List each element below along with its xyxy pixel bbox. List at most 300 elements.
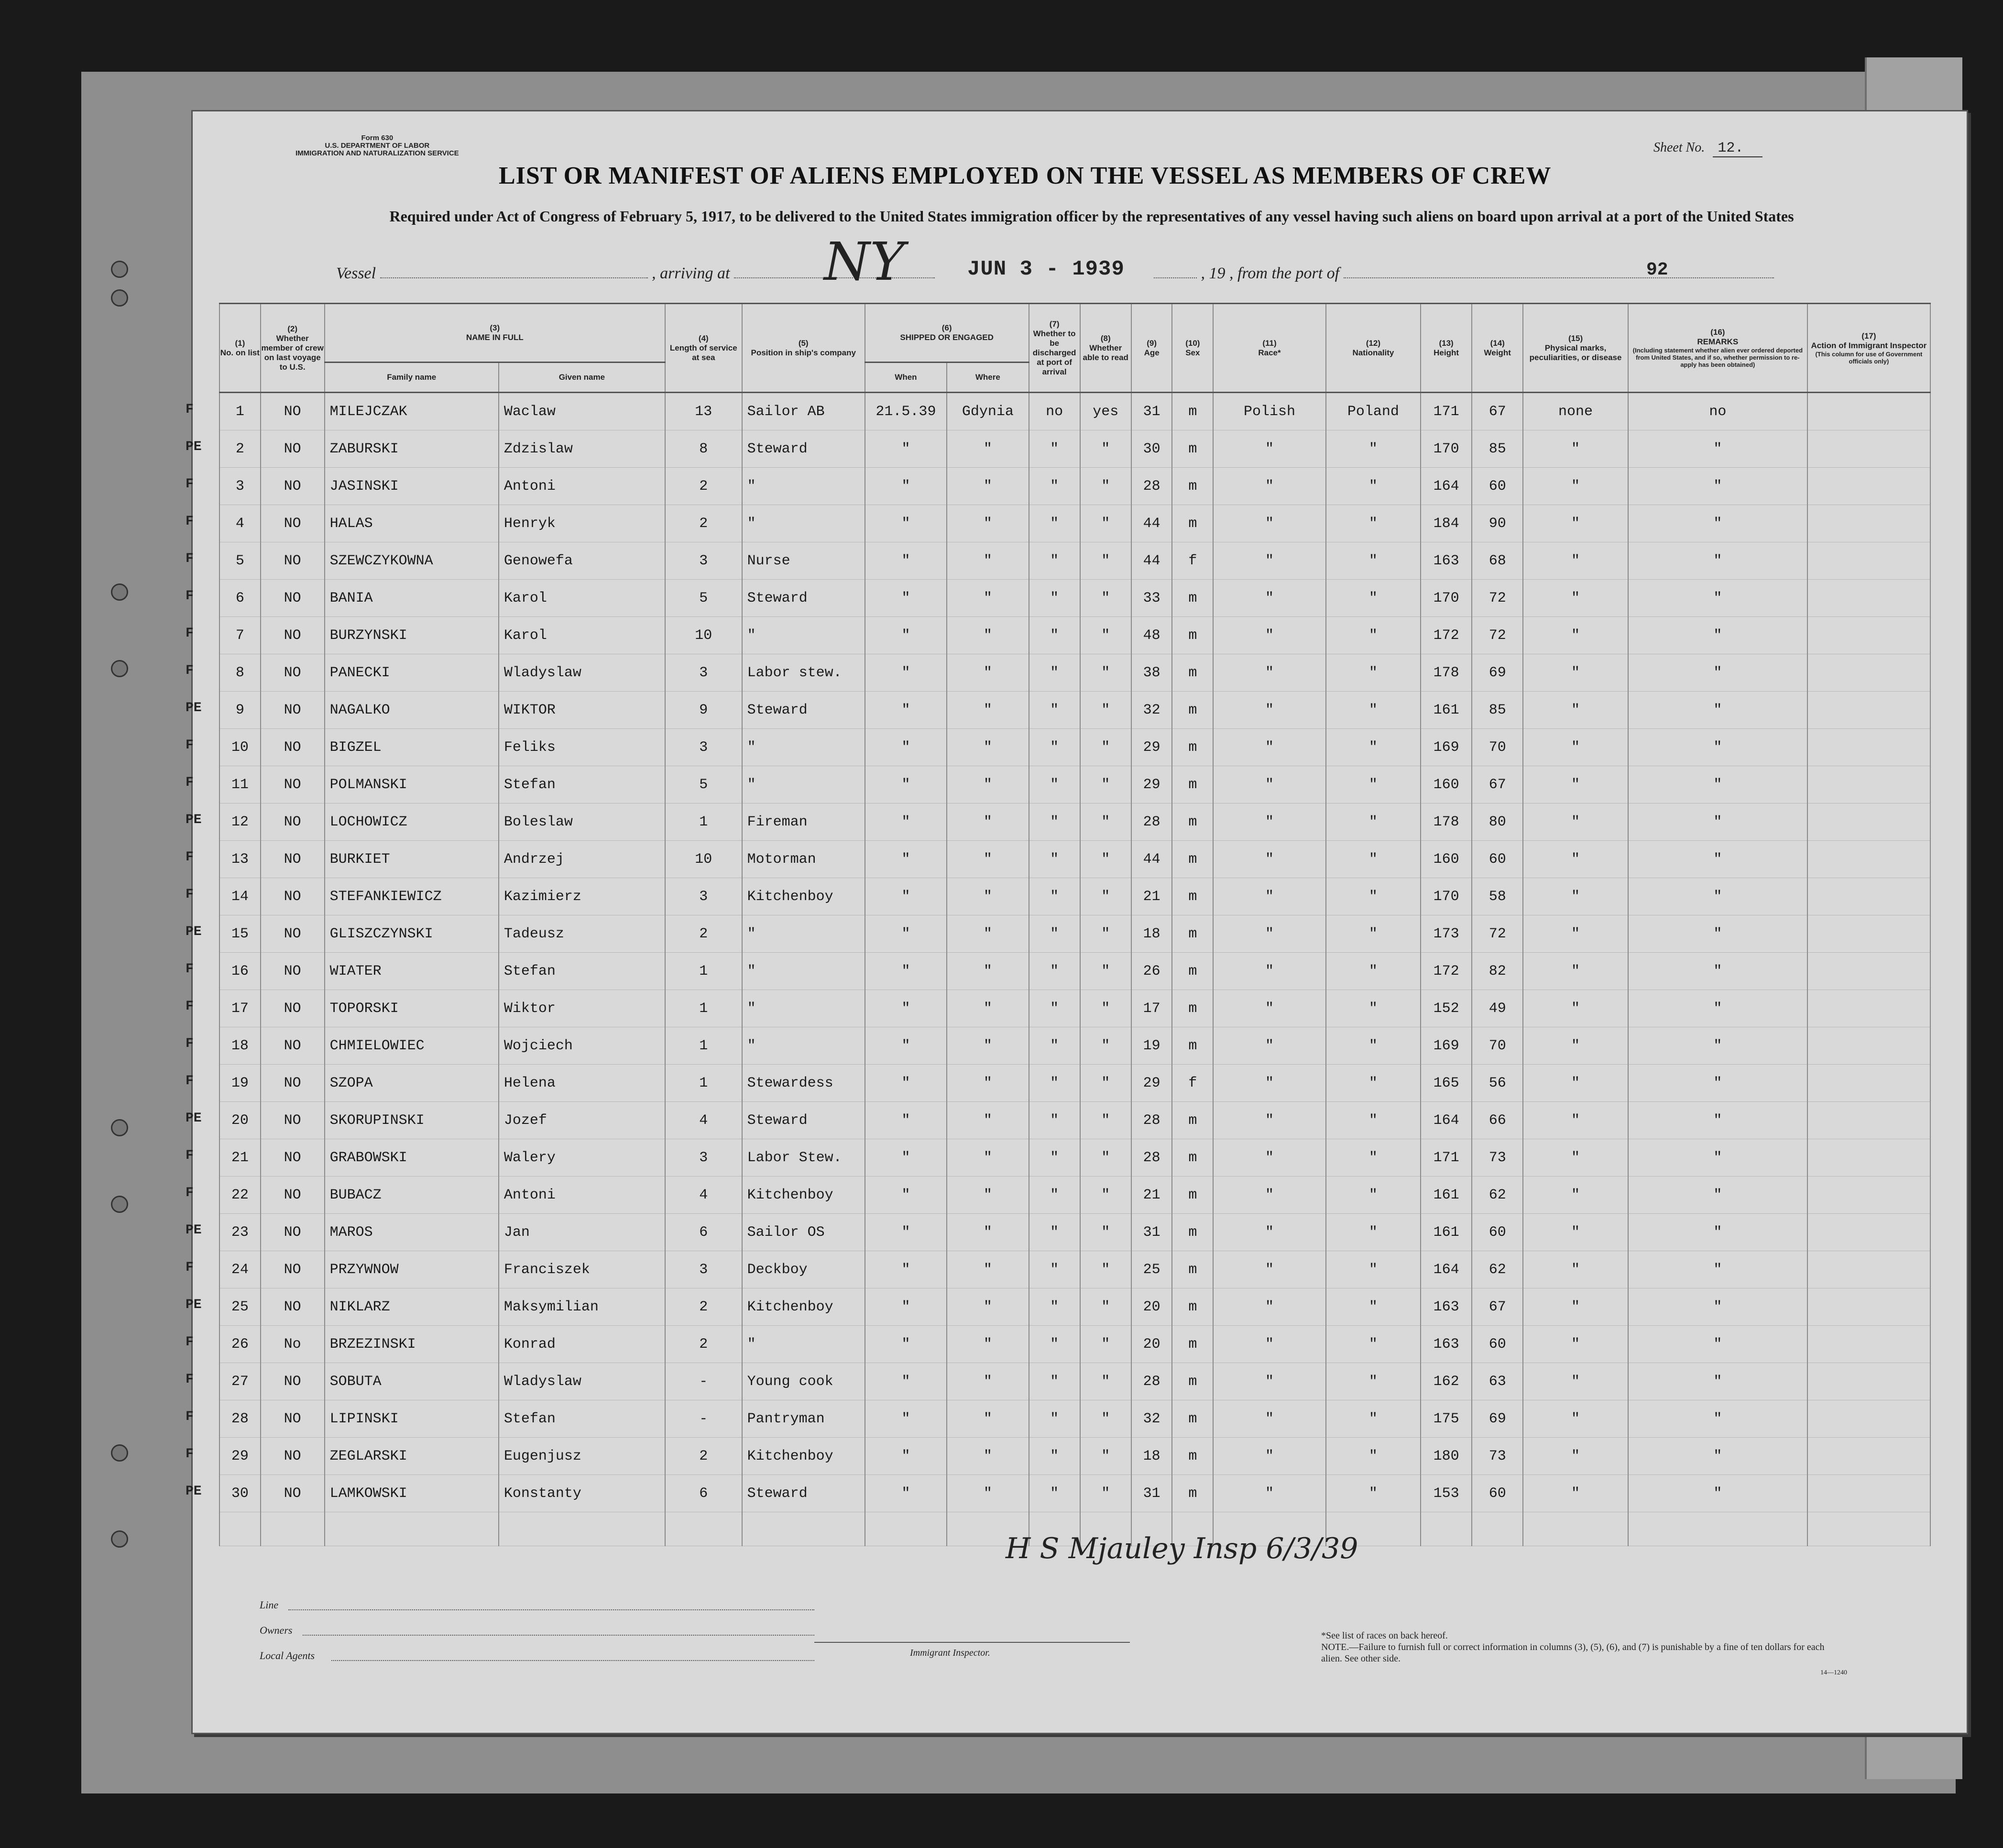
from-port-field bbox=[1344, 277, 1774, 278]
col-header-race: (11) Race* bbox=[1213, 304, 1326, 393]
cell-weight: 67 bbox=[1472, 1288, 1523, 1326]
cell-empty bbox=[1472, 1512, 1523, 1546]
binder-hole bbox=[111, 1119, 128, 1136]
cell-nat: Poland bbox=[1326, 393, 1421, 430]
cell-service: 9 bbox=[665, 692, 742, 729]
inspector-label: Immigrant Inspector. bbox=[910, 1648, 990, 1658]
cell-marks: " bbox=[1523, 953, 1628, 990]
cell-height: 175 bbox=[1421, 1400, 1472, 1438]
cell-given: Jozef bbox=[499, 1102, 665, 1139]
cell-nat: " bbox=[1326, 1139, 1421, 1177]
cell-family: HALAS bbox=[325, 505, 499, 542]
cell-race: " bbox=[1213, 468, 1326, 505]
cell-sex: m bbox=[1172, 1363, 1213, 1400]
table-row bbox=[219, 953, 1930, 990]
cell-disch: " bbox=[1029, 1102, 1080, 1139]
cell-no: 4 bbox=[219, 505, 261, 542]
cell-when: " bbox=[865, 841, 947, 878]
cell-family: LOCHOWICZ bbox=[325, 803, 499, 841]
table-row bbox=[219, 1251, 1930, 1288]
cell-race: " bbox=[1213, 654, 1326, 692]
table-row bbox=[219, 692, 1930, 729]
cell-disch: " bbox=[1029, 1363, 1080, 1400]
cell-weight: 68 bbox=[1472, 542, 1523, 580]
cell-given: Maksymilian bbox=[499, 1288, 665, 1326]
cell-no: 20 bbox=[219, 1102, 261, 1139]
cell-position: Kitchenboy bbox=[742, 878, 865, 915]
cell-nat: " bbox=[1326, 1177, 1421, 1214]
cell-where: " bbox=[947, 1214, 1029, 1251]
cell-where: " bbox=[947, 505, 1029, 542]
cell-when: " bbox=[865, 953, 947, 990]
table-row bbox=[219, 1475, 1930, 1512]
cell-action bbox=[1807, 654, 1930, 692]
cell-no: 30 bbox=[219, 1475, 261, 1512]
cell-disch: " bbox=[1029, 617, 1080, 654]
cell-service: 8 bbox=[665, 430, 742, 468]
cell-where: Gdynia bbox=[947, 393, 1029, 430]
row-status-mark: PE bbox=[186, 1223, 202, 1238]
cell-no: 12 bbox=[219, 803, 261, 841]
cell-age: 18 bbox=[1131, 915, 1172, 953]
vessel-field bbox=[380, 277, 648, 278]
cell-where: " bbox=[947, 542, 1029, 580]
cell-when: " bbox=[865, 1214, 947, 1251]
cell-remarks: " bbox=[1628, 692, 1807, 729]
cell-marks: " bbox=[1523, 1326, 1628, 1363]
cell-crew: NO bbox=[261, 505, 325, 542]
cell-read: " bbox=[1080, 878, 1131, 915]
cell-position: Pantryman bbox=[742, 1400, 865, 1438]
cell-given: Wladyslaw bbox=[499, 654, 665, 692]
cell-position: Stewardess bbox=[742, 1065, 865, 1102]
cell-position: " bbox=[742, 1326, 865, 1363]
cell-where: " bbox=[947, 1326, 1029, 1363]
table-row bbox=[219, 654, 1930, 692]
cell-crew: NO bbox=[261, 542, 325, 580]
row-status-mark: F bbox=[186, 738, 194, 753]
cell-read: yes bbox=[1080, 393, 1131, 430]
cell-where: " bbox=[947, 1102, 1029, 1139]
cell-crew: NO bbox=[261, 1214, 325, 1251]
row-status-mark: F bbox=[186, 402, 194, 417]
cell-no: 19 bbox=[219, 1065, 261, 1102]
cell-weight: 60 bbox=[1472, 1214, 1523, 1251]
cell-race: " bbox=[1213, 692, 1326, 729]
cell-position: " bbox=[742, 953, 865, 990]
cell-sex: m bbox=[1172, 1027, 1213, 1065]
footer-owners-field bbox=[303, 1635, 814, 1636]
cell-when: " bbox=[865, 430, 947, 468]
cell-age: 30 bbox=[1131, 430, 1172, 468]
col-header-sex: (10) Sex bbox=[1172, 304, 1213, 393]
cell-service: 6 bbox=[665, 1475, 742, 1512]
cell-service: 1 bbox=[665, 803, 742, 841]
cell-where: " bbox=[947, 1288, 1029, 1326]
cell-where: " bbox=[947, 766, 1029, 803]
col-header-read: (8) Whether able to read bbox=[1080, 304, 1131, 393]
row-status-mark: F bbox=[186, 477, 194, 492]
cell-given: Antoni bbox=[499, 468, 665, 505]
cell-marks: " bbox=[1523, 1400, 1628, 1438]
cell-race: " bbox=[1213, 841, 1326, 878]
binder-hole bbox=[111, 1444, 128, 1462]
cell-no: 25 bbox=[219, 1288, 261, 1326]
cell-read: " bbox=[1080, 1475, 1131, 1512]
cell-read: " bbox=[1080, 766, 1131, 803]
row-status-mark: F bbox=[186, 1074, 194, 1089]
cell-height: 161 bbox=[1421, 692, 1472, 729]
cell-no: 15 bbox=[219, 915, 261, 953]
cell-race: " bbox=[1213, 915, 1326, 953]
cell-remarks: " bbox=[1628, 1400, 1807, 1438]
cell-race: " bbox=[1213, 1438, 1326, 1475]
cell-read: " bbox=[1080, 1065, 1131, 1102]
cell-sex: f bbox=[1172, 1065, 1213, 1102]
cell-age: 21 bbox=[1131, 878, 1172, 915]
cell-service: 5 bbox=[665, 580, 742, 617]
cell-no: 5 bbox=[219, 542, 261, 580]
vessel-label: Vessel bbox=[336, 264, 376, 282]
cell-read: " bbox=[1080, 468, 1131, 505]
cell-when: " bbox=[865, 1102, 947, 1139]
cell-age: 28 bbox=[1131, 1139, 1172, 1177]
cell-read: " bbox=[1080, 990, 1131, 1027]
cell-where: " bbox=[947, 1363, 1029, 1400]
cell-when: " bbox=[865, 617, 947, 654]
footer-note bbox=[1321, 1630, 1847, 1679]
cell-disch: " bbox=[1029, 1475, 1080, 1512]
cell-read: " bbox=[1080, 692, 1131, 729]
cell-weight: 60 bbox=[1472, 841, 1523, 878]
cell-nat: " bbox=[1326, 692, 1421, 729]
cell-where: " bbox=[947, 468, 1029, 505]
cell-marks: " bbox=[1523, 1475, 1628, 1512]
cell-age: 20 bbox=[1131, 1326, 1172, 1363]
cell-remarks: " bbox=[1628, 1027, 1807, 1065]
cell-remarks: " bbox=[1628, 953, 1807, 990]
cell-read: " bbox=[1080, 953, 1131, 990]
cell-remarks: " bbox=[1628, 1177, 1807, 1214]
col-header-discharged: (7) Whether to be discharged at port of arrival bbox=[1029, 304, 1080, 393]
cell-sex: m bbox=[1172, 766, 1213, 803]
cell-marks: " bbox=[1523, 1363, 1628, 1400]
cell-sex: m bbox=[1172, 1326, 1213, 1363]
cell-disch: " bbox=[1029, 1027, 1080, 1065]
cell-crew: NO bbox=[261, 953, 325, 990]
cell-race: Polish bbox=[1213, 393, 1326, 430]
cell-read: " bbox=[1080, 1326, 1131, 1363]
table-row bbox=[219, 878, 1930, 915]
row-status-mark: PE bbox=[186, 1298, 202, 1312]
cell-family: POLMANSKI bbox=[325, 766, 499, 803]
cell-position: Steward bbox=[742, 692, 865, 729]
cell-no: 10 bbox=[219, 729, 261, 766]
cell-family: SOBUTA bbox=[325, 1363, 499, 1400]
cell-where: " bbox=[947, 803, 1029, 841]
cell-position: " bbox=[742, 468, 865, 505]
cell-when: " bbox=[865, 580, 947, 617]
cell-no: 29 bbox=[219, 1438, 261, 1475]
cell-sex: m bbox=[1172, 505, 1213, 542]
cell-sex: m bbox=[1172, 1177, 1213, 1214]
cell-nat: " bbox=[1326, 468, 1421, 505]
cell-sex: m bbox=[1172, 1251, 1213, 1288]
cell-where: " bbox=[947, 1438, 1029, 1475]
cell-given: Konstanty bbox=[499, 1475, 665, 1512]
cell-nat: " bbox=[1326, 1251, 1421, 1288]
cell-nat: " bbox=[1326, 1475, 1421, 1512]
cell-disch: " bbox=[1029, 1139, 1080, 1177]
cell-read: " bbox=[1080, 542, 1131, 580]
cell-family: CHMIELOWIEC bbox=[325, 1027, 499, 1065]
cell-nat: " bbox=[1326, 953, 1421, 990]
table-row bbox=[219, 505, 1930, 542]
cell-age: 32 bbox=[1131, 1400, 1172, 1438]
cell-service: 3 bbox=[665, 542, 742, 580]
cell-race: " bbox=[1213, 1102, 1326, 1139]
cell-empty bbox=[1628, 1512, 1807, 1546]
cell-service: 2 bbox=[665, 1326, 742, 1363]
cell-weight: 73 bbox=[1472, 1139, 1523, 1177]
cell-family: JASINSKI bbox=[325, 468, 499, 505]
cell-race: " bbox=[1213, 803, 1326, 841]
cell-remarks: " bbox=[1628, 729, 1807, 766]
cell-weight: 72 bbox=[1472, 915, 1523, 953]
page-subtitle: Required under Act of Congress of February 5, 1917, to be delivered to the United States immigration officer by the representatives of any vessel having such aliens on board upon arrival at a port of the United States bbox=[389, 208, 1794, 225]
cell-service: - bbox=[665, 1363, 742, 1400]
cell-action bbox=[1807, 1251, 1930, 1288]
cell-service: 5 bbox=[665, 766, 742, 803]
cell-read: " bbox=[1080, 1251, 1131, 1288]
cell-remarks: " bbox=[1628, 766, 1807, 803]
row-status-mark: F bbox=[186, 663, 194, 678]
cell-marks: " bbox=[1523, 803, 1628, 841]
col-header-position: (5) Position in ship's company bbox=[742, 304, 865, 393]
year-field-lead bbox=[1154, 277, 1197, 278]
cell-service: 1 bbox=[665, 1027, 742, 1065]
cell-position: Steward bbox=[742, 1475, 865, 1512]
cell-empty bbox=[1421, 1512, 1472, 1546]
cell-position: Sailor OS bbox=[742, 1214, 865, 1251]
cell-nat: " bbox=[1326, 505, 1421, 542]
cell-height: 162 bbox=[1421, 1363, 1472, 1400]
cell-position: Labor stew. bbox=[742, 654, 865, 692]
cell-height: 172 bbox=[1421, 617, 1472, 654]
row-status-mark: PE bbox=[186, 440, 202, 454]
cell-when: " bbox=[865, 692, 947, 729]
cell-age: 28 bbox=[1131, 803, 1172, 841]
cell-given: Zdzislaw bbox=[499, 430, 665, 468]
cell-position: Nurse bbox=[742, 542, 865, 580]
cell-age: 29 bbox=[1131, 1065, 1172, 1102]
cell-crew: NO bbox=[261, 729, 325, 766]
cell-remarks: " bbox=[1628, 1251, 1807, 1288]
cell-given: Jan bbox=[499, 1214, 665, 1251]
cell-action bbox=[1807, 1400, 1930, 1438]
cell-race: " bbox=[1213, 542, 1326, 580]
cell-marks: " bbox=[1523, 1065, 1628, 1102]
cell-age: 18 bbox=[1131, 1438, 1172, 1475]
cell-height: 172 bbox=[1421, 953, 1472, 990]
cell-height: 163 bbox=[1421, 1326, 1472, 1363]
cell-given: Stefan bbox=[499, 953, 665, 990]
cell-remarks: " bbox=[1628, 1475, 1807, 1512]
cell-where: " bbox=[947, 654, 1029, 692]
cell-remarks: " bbox=[1628, 542, 1807, 580]
cell-height: 169 bbox=[1421, 1027, 1472, 1065]
cell-service: 3 bbox=[665, 878, 742, 915]
cell-marks: " bbox=[1523, 617, 1628, 654]
footer-agents-label: Local Agents bbox=[260, 1650, 315, 1661]
cell-crew: NO bbox=[261, 1400, 325, 1438]
cell-no: 14 bbox=[219, 878, 261, 915]
cell-given: Wladyslaw bbox=[499, 1363, 665, 1400]
cell-read: " bbox=[1080, 803, 1131, 841]
cell-nat: " bbox=[1326, 542, 1421, 580]
cell-height: 178 bbox=[1421, 803, 1472, 841]
cell-position: Steward bbox=[742, 580, 865, 617]
table-row bbox=[219, 1438, 1930, 1475]
cell-nat: " bbox=[1326, 803, 1421, 841]
cell-marks: none bbox=[1523, 393, 1628, 430]
cell-empty bbox=[1807, 1512, 1930, 1546]
cell-disch: " bbox=[1029, 990, 1080, 1027]
cell-given: Henryk bbox=[499, 505, 665, 542]
cell-marks: " bbox=[1523, 990, 1628, 1027]
cell-age: 31 bbox=[1131, 393, 1172, 430]
cell-family: NAGALKO bbox=[325, 692, 499, 729]
cell-height: 160 bbox=[1421, 841, 1472, 878]
cell-age: 29 bbox=[1131, 766, 1172, 803]
cell-weight: 72 bbox=[1472, 580, 1523, 617]
cell-weight: 72 bbox=[1472, 617, 1523, 654]
cell-empty bbox=[665, 1512, 742, 1546]
cell-no: 22 bbox=[219, 1177, 261, 1214]
cell-service: 2 bbox=[665, 915, 742, 953]
cell-when: " bbox=[865, 1065, 947, 1102]
cell-family: PANECKI bbox=[325, 654, 499, 692]
cell-sex: m bbox=[1172, 430, 1213, 468]
cell-height: 173 bbox=[1421, 915, 1472, 953]
cell-no: 7 bbox=[219, 617, 261, 654]
table-row bbox=[219, 1027, 1930, 1065]
cell-service: 10 bbox=[665, 617, 742, 654]
cell-marks: " bbox=[1523, 580, 1628, 617]
cell-disch: " bbox=[1029, 692, 1080, 729]
cell-disch: " bbox=[1029, 878, 1080, 915]
cell-remarks: " bbox=[1628, 430, 1807, 468]
footer-line-label: Line bbox=[260, 1599, 279, 1611]
table-row bbox=[219, 1326, 1930, 1363]
table-row bbox=[219, 430, 1930, 468]
penalty-note: NOTE.—Failure to furnish full or correct information in columns (3), (5), (6), and (7) is punishable by a fine of ten dollars for each alien. See other side. bbox=[1321, 1642, 1825, 1664]
cell-where: " bbox=[947, 915, 1029, 953]
cell-height: 161 bbox=[1421, 1214, 1472, 1251]
cell-family: LAMKOWSKI bbox=[325, 1475, 499, 1512]
cell-family: MILEJCZAK bbox=[325, 393, 499, 430]
cell-no: 23 bbox=[219, 1214, 261, 1251]
cell-race: " bbox=[1213, 1400, 1326, 1438]
row-status-mark: PE bbox=[186, 701, 202, 715]
cell-read: " bbox=[1080, 1027, 1131, 1065]
cell-race: " bbox=[1213, 990, 1326, 1027]
cell-read: " bbox=[1080, 729, 1131, 766]
cell-given: Boleslaw bbox=[499, 803, 665, 841]
cell-given: Karol bbox=[499, 617, 665, 654]
cell-height: 164 bbox=[1421, 1251, 1472, 1288]
cell-height: 171 bbox=[1421, 1139, 1472, 1177]
cell-height: 170 bbox=[1421, 878, 1472, 915]
table-row bbox=[219, 542, 1930, 580]
manifest-sheet bbox=[186, 110, 1968, 1734]
cell-race: " bbox=[1213, 1326, 1326, 1363]
cell-sex: m bbox=[1172, 1214, 1213, 1251]
cell-sex: m bbox=[1172, 915, 1213, 953]
cell-position: Young cook bbox=[742, 1363, 865, 1400]
table-row bbox=[219, 1065, 1930, 1102]
cell-given: Kazimierz bbox=[499, 878, 665, 915]
cell-weight: 85 bbox=[1472, 692, 1523, 729]
cell-race: " bbox=[1213, 953, 1326, 990]
cell-height: 153 bbox=[1421, 1475, 1472, 1512]
cell-height: 163 bbox=[1421, 1288, 1472, 1326]
cell-age: 38 bbox=[1131, 654, 1172, 692]
cell-crew: NO bbox=[261, 430, 325, 468]
cell-no: 13 bbox=[219, 841, 261, 878]
cell-action bbox=[1807, 915, 1930, 953]
cell-where: " bbox=[947, 841, 1029, 878]
cell-service: 4 bbox=[665, 1177, 742, 1214]
cell-no: 1 bbox=[219, 393, 261, 430]
cell-sex: m bbox=[1172, 803, 1213, 841]
cell-nat: " bbox=[1326, 617, 1421, 654]
cell-read: " bbox=[1080, 1363, 1131, 1400]
col-header-age: (9) Age bbox=[1131, 304, 1172, 393]
cell-sex: m bbox=[1172, 1475, 1213, 1512]
cell-age: 31 bbox=[1131, 1214, 1172, 1251]
cell-service: 2 bbox=[665, 1288, 742, 1326]
cell-service: 2 bbox=[665, 505, 742, 542]
cell-weight: 67 bbox=[1472, 766, 1523, 803]
cell-family: STEFANKIEWICZ bbox=[325, 878, 499, 915]
cell-sex: m bbox=[1172, 580, 1213, 617]
cell-action bbox=[1807, 1214, 1930, 1251]
cell-disch: " bbox=[1029, 654, 1080, 692]
cell-height: 164 bbox=[1421, 1102, 1472, 1139]
cell-read: " bbox=[1080, 1177, 1131, 1214]
cell-height: 163 bbox=[1421, 542, 1472, 580]
cell-marks: " bbox=[1523, 1288, 1628, 1326]
binder-hole bbox=[111, 660, 128, 677]
inspector-signature: H S Mjauley Insp 6/3/39 bbox=[1006, 1532, 1358, 1565]
cell-read: " bbox=[1080, 505, 1131, 542]
cell-position: Fireman bbox=[742, 803, 865, 841]
cell-where: " bbox=[947, 1475, 1029, 1512]
cell-given: WIKTOR bbox=[499, 692, 665, 729]
row-status-mark: PE bbox=[186, 1111, 202, 1126]
col-header-family-name: Family name bbox=[325, 363, 499, 393]
cell-height: 161 bbox=[1421, 1177, 1472, 1214]
cell-disch: " bbox=[1029, 803, 1080, 841]
cell-when: " bbox=[865, 1475, 947, 1512]
row-status-mark: F bbox=[186, 1372, 194, 1387]
cell-nat: " bbox=[1326, 915, 1421, 953]
form-code: 14—1240 bbox=[1820, 1669, 1847, 1676]
binder-hole bbox=[111, 583, 128, 601]
cell-where: " bbox=[947, 580, 1029, 617]
row-status-mark: PE bbox=[186, 1484, 202, 1499]
